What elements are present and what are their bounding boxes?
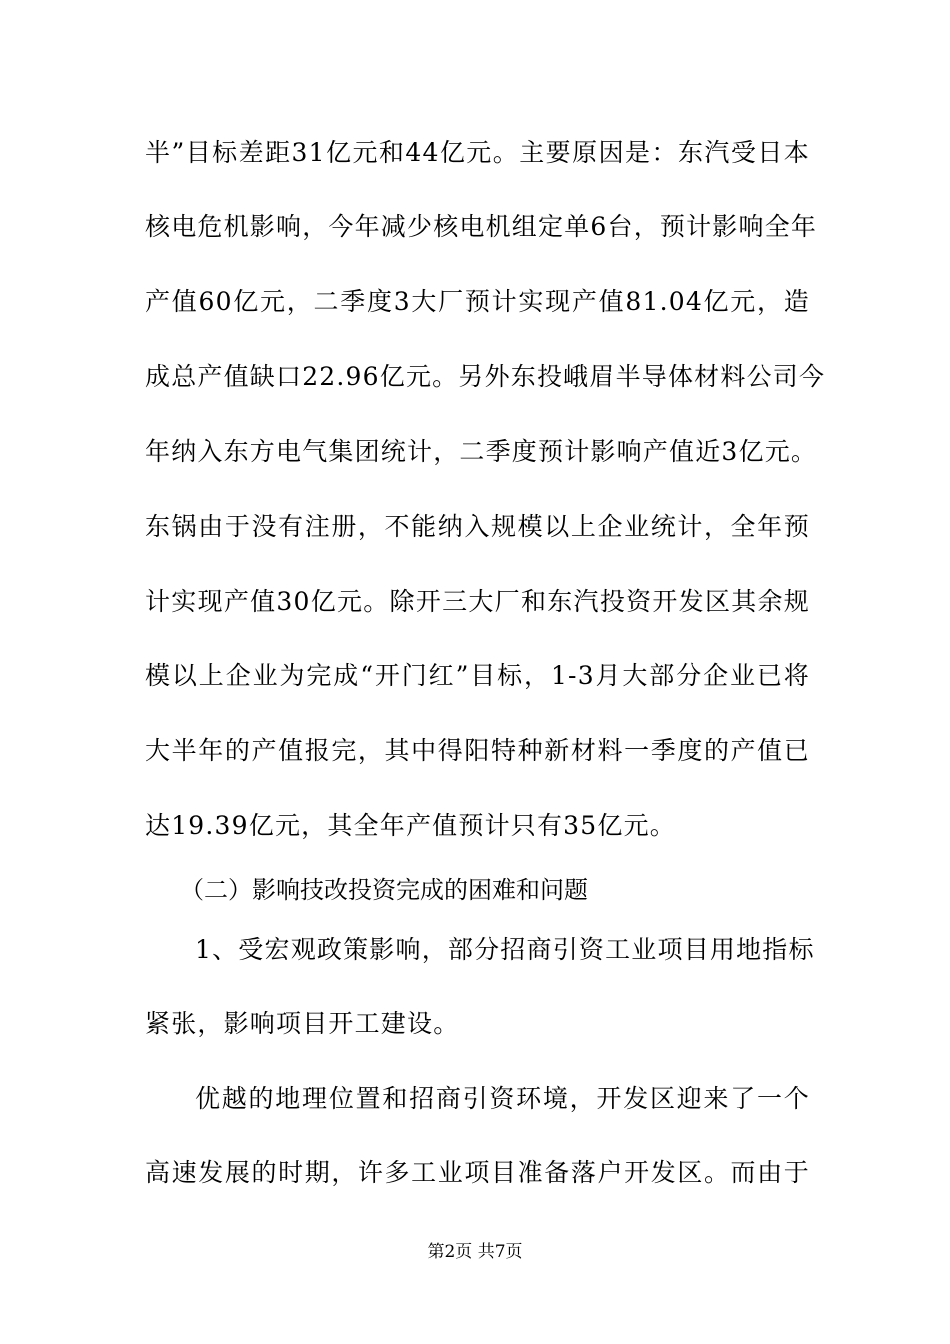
paragraph-line: 核电危机影响，今年减少核电机组定单6台，预计影响全年 xyxy=(145,212,818,241)
paragraph-line: 模以上企业为完成“开门红”目标，1-3月大部分企业已将 xyxy=(145,661,810,690)
paragraph-line: 产值60亿元，二季度3大厂预计实现产值81.04亿元，造 xyxy=(145,287,810,316)
paragraph-line: 高速发展的时期，许多工业项目准备落户开发区。而由于 xyxy=(145,1158,810,1187)
list-item-line: 紧张，影响项目开工建设。 xyxy=(145,1009,460,1038)
paragraph-line: 半”目标差距31亿元和44亿元。主要原因是：东汽受日本 xyxy=(145,138,810,167)
paragraph-line: 年纳入东方电气集团统计，二季度预计影响产值近3亿元。 xyxy=(145,437,818,466)
section-heading: （二）影响技改投资完成的困难和问题 xyxy=(180,876,588,904)
paragraph-line: 达19.39亿元，其全年产值预计只有35亿元。 xyxy=(145,811,676,840)
page-number-footer: 第2页 共7页 xyxy=(427,1242,523,1262)
paragraph-line: 成总产值缺口22.96亿元。另外东投峨眉半导体材料公司今 xyxy=(145,362,826,391)
paragraph-line: 大半年的产值报完，其中得阳特种新材料一季度的产值已 xyxy=(145,736,810,765)
paragraph-line: 优越的地理位置和招商引资环境，开发区迎来了一个 xyxy=(195,1084,810,1113)
list-item-line: 1、受宏观政策影响，部分招商引资工业项目用地指标 xyxy=(195,935,815,964)
paragraph-line: 东锅由于没有注册，不能纳入规模以上企业统计，全年预 xyxy=(145,512,810,541)
paragraph-line: 计实现产值30亿元。除开三大厂和东汽投资开发区其余规 xyxy=(145,587,810,616)
